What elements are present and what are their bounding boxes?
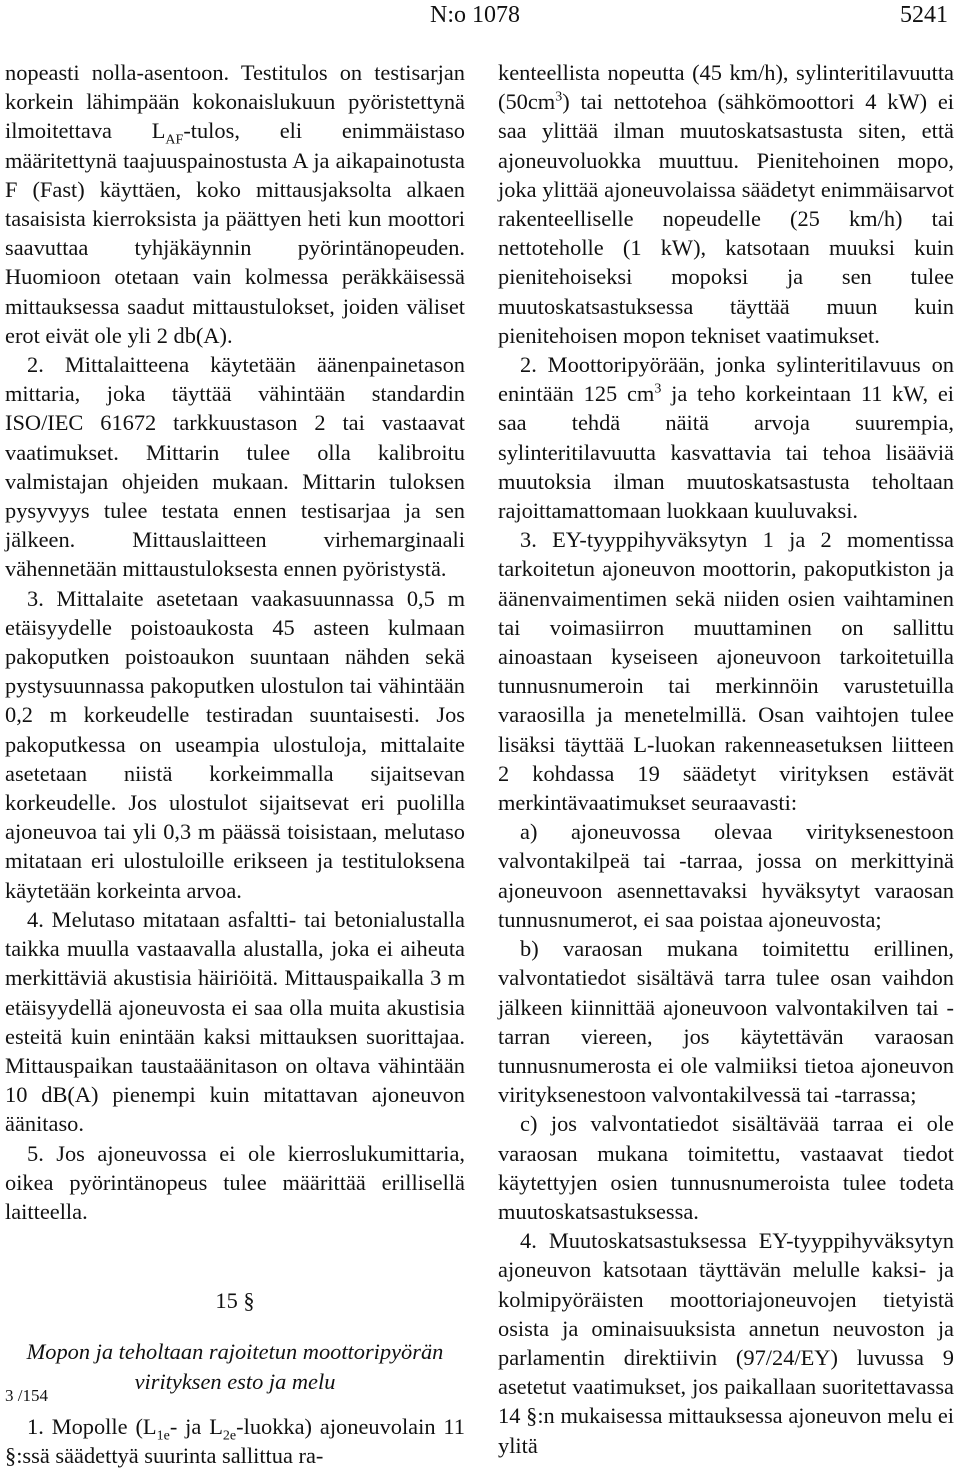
right-column	[498, 58, 954, 1460]
superscript: 3	[654, 381, 662, 397]
list-item-a: a) ajoneuvossa olevaa virityksenestoon valvontakilpeä tai -tarraa, jossa on merkittyinä ajoneuvoon asennettavaksi hyväksytyt varaosan tunnusnumerot, ei saa poistaa ajoneuvosta;	[498, 819, 954, 932]
page-number: 5241	[900, 2, 948, 28]
issue-number: N:o 1078	[430, 2, 520, 28]
section-title: Mopon ja teholtaan rajoitetun moottoripyörän virityksen esto ja melu	[26, 1339, 444, 1394]
paragraph-text: ) tai nettotehoa (sähkömoottori 4 kW) ei saa ylittää ilman muutoskatsastusta siten, että ajoneuvoluokka muuttuu. Pienitehoinen mopo, joka ylittää ajoneuvolaissa säädetyt enimmäisarvot rakenteelliselle nopeudelle (25 km/h) tai nettoteholle (1 kW), katsotaan muuksi kuin pienitehoiseksi mopoksi ja sen tulee muutoskatsastuksessa täyttää muun kuin pienitehoisen mopon tekniset vaatimukset.	[498, 89, 954, 348]
subscript: 1e	[156, 1428, 170, 1444]
paragraph-text: ja teho korkeintaan 11 kW, ei saa tehdä näitä arvoja suurempia, sylinteritilavuutta kasvattavia tai tehoa lisääviä muutoksia ilman muutoskatsastusta teholtaan rajoittamattomaan luokkaan kuuluvaksi.	[498, 381, 954, 524]
paragraph-text: kenteellista nopeutta (45 km/h), sylinteritilavuutta (50cm	[498, 60, 954, 115]
paragraph-measuring-device: 2. Mittalaitteena käytetään äänenpainetason mittaria, joka täyttää vähintään standardin ISO/IEC 61672 tarkkuustason 2 tai vastaavat vaatimukset. Mittarin tulee olla kalibroitu valmistajan ohjeiden mukaan. Mittarin tuloksen pysyvyys tulee testata ennen testisarjaa ja sen jälkeen. Mittauslaitteen virhemarginaali vähennetään mittaustuloksesta ennen pyöristystä.	[5, 352, 465, 582]
paragraph-inspection: 4. Muutoskatsastuksessa EY-tyyppihyväksytyn ajoneuvon katsotaan täyttävän melulle kaksi- ja kolmipyöräisten moottoriajoneuvojen tietyistä osista ja ominaisuuksista annetun neuvoston ja parlamentin direktiivin (97/24/EY) luvussa 9 asetetut vaatimukset, jos paikallaan suoritettavassa 14 §:n mukaisessa mittauksessa ajoneuvon melu ei ylitä	[498, 1228, 954, 1458]
paragraph-text: nopeasti nolla-asentoon. Testitulos on testisarjan korkein lähimpään kokonaislukuun pyöristettynä ilmoitettava L	[5, 60, 465, 144]
paragraph-text: 1. Mopolle (L	[27, 1413, 157, 1439]
section-number: 15 §	[215, 1288, 255, 1314]
paragraph-device-position: 3. Mittalaite asetetaan vaakasuunnassa 0,5 m etäisyydelle poistoaukosta 45 asteen kulmaan pakoputken poistoaukon suuntaan nähden sekä pystysuunnassa pakoputken ulostulon tai vähintään 0,2 m korkeudelle testiradan suuntaisesti. Jos pakoputkessa on useampia ulostuloja, mittalaite asetetaan niistä korkeimmalla sijaitsevan korkeudelle. Jos ulostulot sijaitsevat eri puolilla ajoneuvoa tai yli 0,3 m päässä toisistaan, melutaso mitataan eri ulostuloille erikseen ja testituloksena käytetään korkeinta arvoa.	[5, 585, 465, 903]
list-item-c: c) jos valvontatiedot sisältävää tarraa ei ole varaosan mukana toimitettu, vastaavat tiedot käytettyjen osien tunnusnumeroista tulee todeta muutoskatsastuksessa.	[498, 1111, 954, 1224]
subscript: 2e	[222, 1428, 237, 1444]
paragraph-test-result	[5, 58, 465, 350]
list-item-b: b) varaosan mukana toimitettu erillinen, valvontatiedot sisältävä tarra tulee osan vaihdon jälkeen kiinnittää ajoneuvoon valvontakilven tai -tarran viereen, jos käytettävän varaosan tunnusnumerosta ei ole valmiiksi tietoa ajoneuvon virityksenestoon valvontakilvessä tai -tarrassa;	[498, 936, 954, 1108]
paragraph-text: - ja L	[169, 1413, 223, 1439]
paragraph-moped-limits	[5, 1412, 465, 1470]
paragraph-moped-speed	[498, 58, 954, 350]
paragraph-text: -luokka) ajoneuvolain 11 §:ssä säädettyä suurinta sallittua ra-	[5, 1413, 465, 1468]
left-column	[5, 58, 465, 1470]
paragraph-text: 2. Moottoripyörään, jonka sylinteritilavuus on enintään 125 cm	[498, 352, 954, 407]
page-footer-code: 3 /154	[5, 1386, 48, 1405]
paragraph-motorcycle	[498, 350, 954, 525]
paragraph-type-approval: 3. EY-tyyppihyväksytyn 1 ja 2 momentissa tarkoitetun ajoneuvon moottorin, pakoputkiston ja äänenvaimentimen sekä niiden osien vaihtaminen tai voimasiirron muuttaminen on sallittu ainoastaan kyseiseen ajoneuvoon tarkoitetuilla tunnusnumeroin tai merkinnöin varustetuilla varaosilla ja menetelmillä. Osan vaihtojen tulee lisäksi täyttää L-luokan rakenneasetuksen liitteen 2 kohdassa 19 säädetyt virityksen estävät merkintävaatimukset seuraavasti:	[498, 527, 954, 816]
page-header	[0, 0, 960, 40]
superscript: 3	[555, 89, 563, 105]
paragraph-rpm: 5. Jos ajoneuvossa ei ole kierroslukumittaria, oikea pyörintänopeus tulee määrittää erillisellä laitteella.	[5, 1140, 465, 1224]
paragraph-noise-level: 4. Melutaso mitataan asfaltti- tai betonialustalla taikka muulla vastaavalla alustalla, joka ei aiheuta merkittäviä akustisia häiriöitä. Mittauspaikalla 3 m etäisyydellä ajoneuvosta ei saa olla muita akustisia esteitä kuin enintään kaksi mittauksen suorittajaa. Mittauspaikan taustaäänitason on oltava vähintään 10 dB(A) pienempi kuin mitattavan ajoneuvon äänitaso.	[5, 906, 465, 1137]
paragraph-text: -tulos, eli enimmäistaso määritettynä taajuuspainostusta A ja aikapainotusta F (Fast) käyttäen, koko mittausjaksolta alkaen tasaisista kierroksista ja päättyen heti kun moottori saavuttaa tyhjäkäynnin pyörintänopeuden. Huomioon otetaan vain kolmessa peräkkäisessä mittauksessa saadut mittaustulokset, joiden väliset erot eivät ole yli 2 db(A).	[5, 118, 465, 348]
subscript: AF	[165, 132, 184, 148]
